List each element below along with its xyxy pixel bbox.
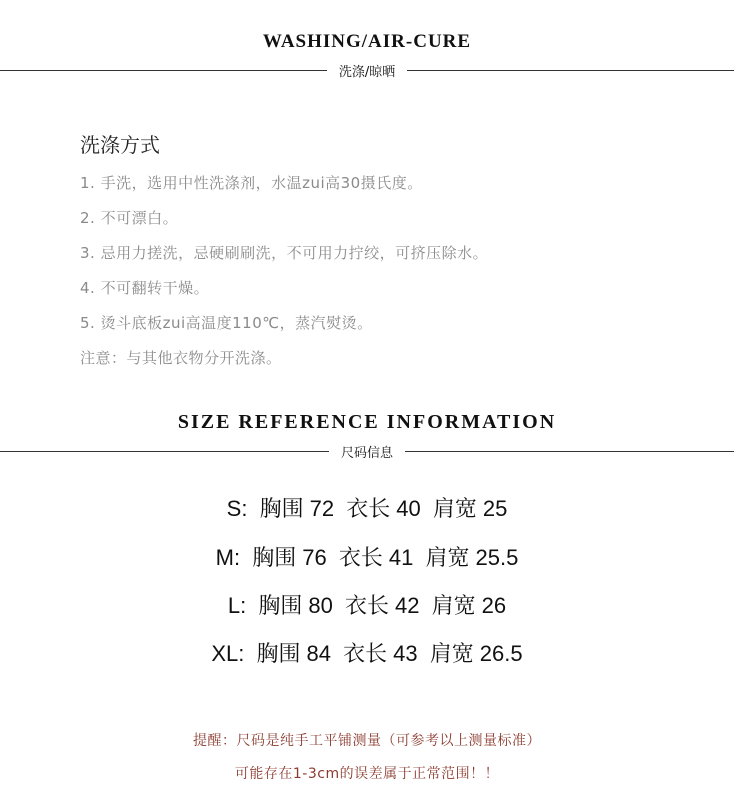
length-label: 衣长 bbox=[338, 545, 383, 570]
error-range-note: 可能存在1-3cm的误差属于正常范围！！ bbox=[234, 766, 500, 782]
size-label: M: bbox=[215, 545, 241, 570]
length-label: 衣长 bbox=[346, 496, 391, 521]
chest-label: 胸围 bbox=[252, 545, 297, 570]
washing-note: 注意：与其他衣物分开洗涤。 bbox=[80, 349, 282, 367]
length-label: 衣长 bbox=[344, 593, 389, 618]
length-value: 42 bbox=[395, 593, 420, 618]
shoulder-label: 肩宽 bbox=[431, 593, 476, 618]
length-value: 40 bbox=[396, 496, 421, 521]
washing-line: 1. 手洗，选用中性洗涤剂，水温zui高30摄氏度。 bbox=[80, 174, 423, 192]
washing-line: 2. 不可漂白。 bbox=[80, 209, 179, 227]
chest-value: 80 bbox=[308, 593, 333, 618]
length-value: 41 bbox=[388, 545, 414, 570]
washing-title-cn: 洗涤/晾晒 bbox=[338, 65, 396, 80]
divider-line-left bbox=[0, 451, 329, 452]
shoulder-label: 肩宽 bbox=[425, 545, 470, 570]
size-label: XL: bbox=[211, 641, 245, 666]
washing-line: 4. 不可翻转干燥。 bbox=[80, 279, 210, 297]
washing-line: 5. 烫斗底板zui高温度110℃，蒸汽熨烫。 bbox=[80, 314, 373, 332]
measurement-reminder: 提醒：尺码是纯手工平铺测量（可参考以上测量标准） bbox=[193, 733, 541, 749]
size-title-cn: 尺码信息 bbox=[341, 446, 394, 461]
chest-value: 76 bbox=[302, 545, 327, 570]
length-value: 43 bbox=[393, 641, 418, 666]
shoulder-value: 26.5 bbox=[479, 641, 523, 666]
washing-instructions bbox=[80, 130, 700, 376]
size-row-l bbox=[0, 589, 734, 620]
washing-divider bbox=[0, 61, 734, 80]
size-row-m bbox=[0, 541, 734, 572]
divider-line-right bbox=[407, 70, 734, 71]
shoulder-label: 肩宽 bbox=[429, 641, 474, 666]
divider-line-left bbox=[0, 70, 327, 71]
washing-heading: 洗涤方式 bbox=[80, 133, 160, 157]
divider-line-right bbox=[405, 451, 734, 452]
chest-label: 胸围 bbox=[256, 641, 301, 666]
size-row-xl bbox=[0, 637, 734, 668]
shoulder-value: 25.5 bbox=[475, 545, 519, 570]
chest-value: 72 bbox=[309, 496, 335, 521]
washing-title-en: WASHING/AIR-CURE bbox=[262, 31, 472, 52]
size-title-en: SIZE REFERENCE INFORMATION bbox=[177, 411, 557, 433]
shoulder-label: 肩宽 bbox=[432, 496, 477, 521]
chest-label: 胸围 bbox=[258, 593, 303, 618]
chest-value: 84 bbox=[306, 641, 332, 666]
shoulder-value: 26 bbox=[481, 593, 507, 618]
size-row-s bbox=[0, 492, 734, 523]
size-label: L: bbox=[227, 593, 247, 618]
length-label: 衣长 bbox=[343, 641, 388, 666]
shoulder-value: 25 bbox=[482, 496, 508, 521]
washing-line: 3. 忌用力搓洗，忌硬刷刷洗，不可用力拧绞，可挤压除水。 bbox=[80, 244, 489, 262]
size-divider bbox=[0, 442, 734, 461]
size-label: S: bbox=[226, 496, 248, 521]
chest-label: 胸围 bbox=[259, 496, 304, 521]
